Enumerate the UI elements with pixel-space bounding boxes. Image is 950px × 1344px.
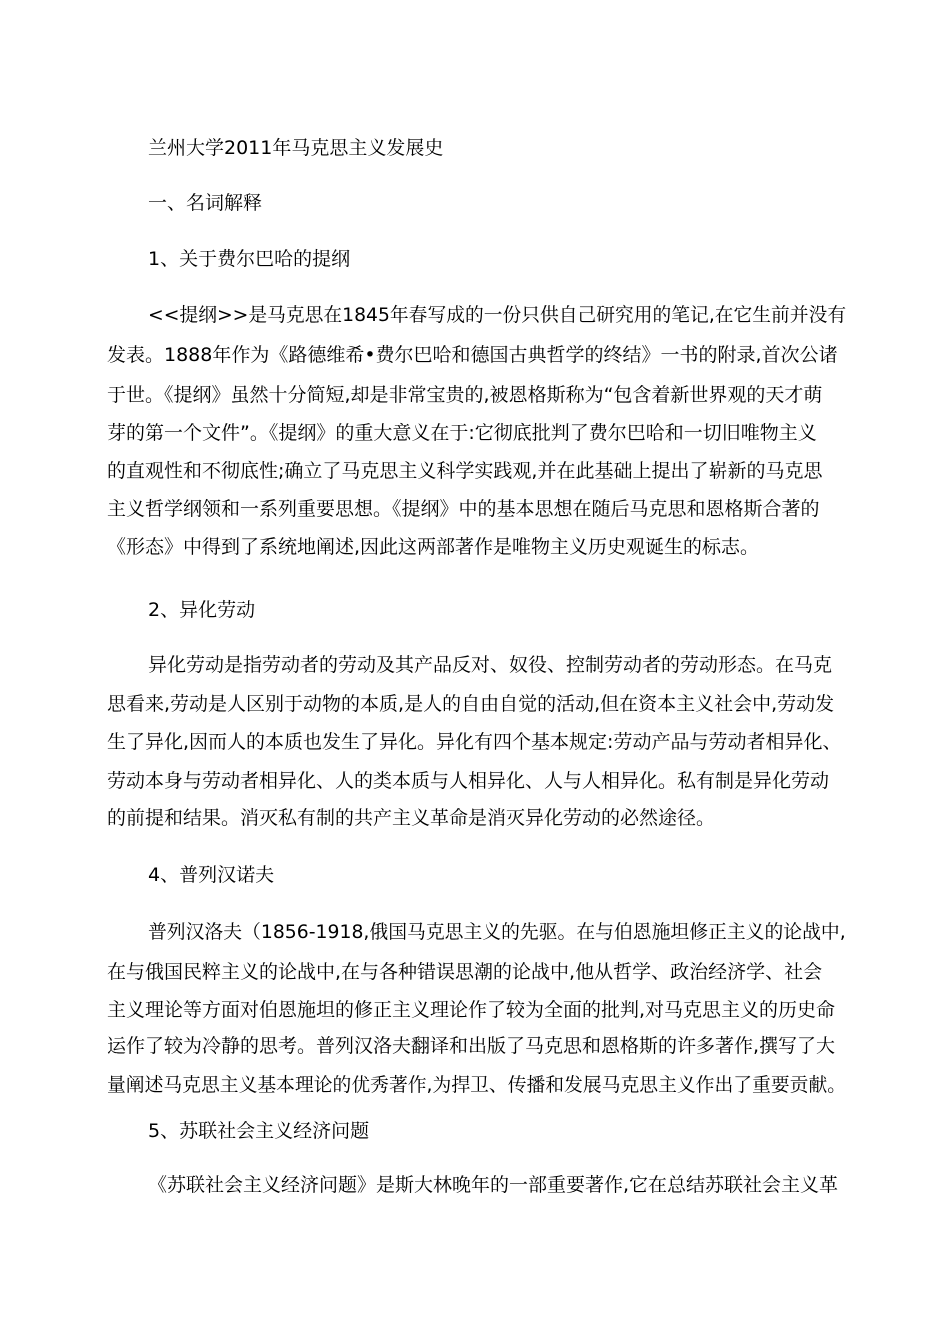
paragraph-line: <<提纲>>是马克思在1845年春写成的一份只供自己研究用的笔记,在它生前并没有 <box>148 304 847 326</box>
paragraph-line: 普列汉洛夫（1856-1918,俄国马克思主义的先驱。在与伯恩施坦修正主义的论战中, <box>148 921 846 943</box>
paragraph-line: 的前提和结果。消灭私有制的共产主义革命是消灭异化劳动的必然途径。 <box>107 807 716 829</box>
item-heading: 2、异化劳动 <box>148 599 256 621</box>
paragraph-line: 思看来,劳动是人区别于动物的本质,是人的自由自觉的活动,但在资本主义社会中,劳动发 <box>107 693 835 715</box>
paragraph-line: 量阐述马克思主义基本理论的优秀著作,为捍卫、传播和发展马克思主义作出了重要贡献。 <box>107 1074 847 1096</box>
paragraph-line: 主义理论等方面对伯恩施坦的修正主义理论作了较为全面的批判,对马克思主义的历史命 <box>107 999 836 1021</box>
paragraph-line: 运作了较为冷静的思考。普列汉洛夫翻译和出版了马克思和恩格斯的许多著作,撰写了大 <box>107 1035 836 1057</box>
paragraph-line: 芽的第一个文件”。《提纲》的重大意义在于:它彻底批判了费尔巴哈和一切旧唯物主义 <box>107 422 817 444</box>
section-heading: 一、名词解释 <box>148 192 263 214</box>
paragraph-line: 在与俄国民粹主义的论战中,在与各种错误思潮的论战中,他从哲学、政治经济学、社会 <box>107 961 823 983</box>
paragraph-line: 的直观性和不彻底性;确立了马克思主义科学实践观,并在此基础上提出了崭新的马克思 <box>107 460 823 482</box>
paragraph-line: 发表。1888年作为《路德维希•费尔巴哈和德国古典哲学的终结》一书的附录,首次公诸 <box>107 344 838 366</box>
paragraph-line: 劳动本身与劳动者相异化、人的类本质与人相异化、人与人相异化。私有制是异化劳动 <box>107 770 830 792</box>
document-title: 兰州大学2011年马克思主义发展史 <box>148 137 444 159</box>
paragraph-line: 主义哲学纲领和一系列重要思想。《提纲》中的基本思想在随后马克思和恩格斯合著的 <box>107 498 820 520</box>
paragraph-line: 于世。《提纲》虽然十分简短,却是非常宝贵的,被恩格斯称为“包含着新世界观的天才萌 <box>107 384 823 406</box>
paragraph-line: 生了异化,因而人的本质也发生了异化。异化有四个基本规定:劳动产品与劳动者相异化、 <box>107 731 842 753</box>
item-heading: 5、苏联社会主义经济问题 <box>148 1120 370 1142</box>
paragraph-line: 异化劳动是指劳动者的劳动及其产品反对、奴役、控制劳动者的劳动形态。在马克 <box>148 654 833 676</box>
item-heading: 1、关于费尔巴哈的提纲 <box>148 248 351 270</box>
item-heading: 4、普列汉诺夫 <box>148 864 275 886</box>
paragraph-line: 《苏联社会主义经济问题》是斯大林晚年的一部重要著作,它在总结苏联社会主义革 <box>148 1174 839 1196</box>
paragraph-line: 《形态》中得到了系统地阐述,因此这两部著作是唯物主义历史观诞生的标志。 <box>107 536 760 558</box>
